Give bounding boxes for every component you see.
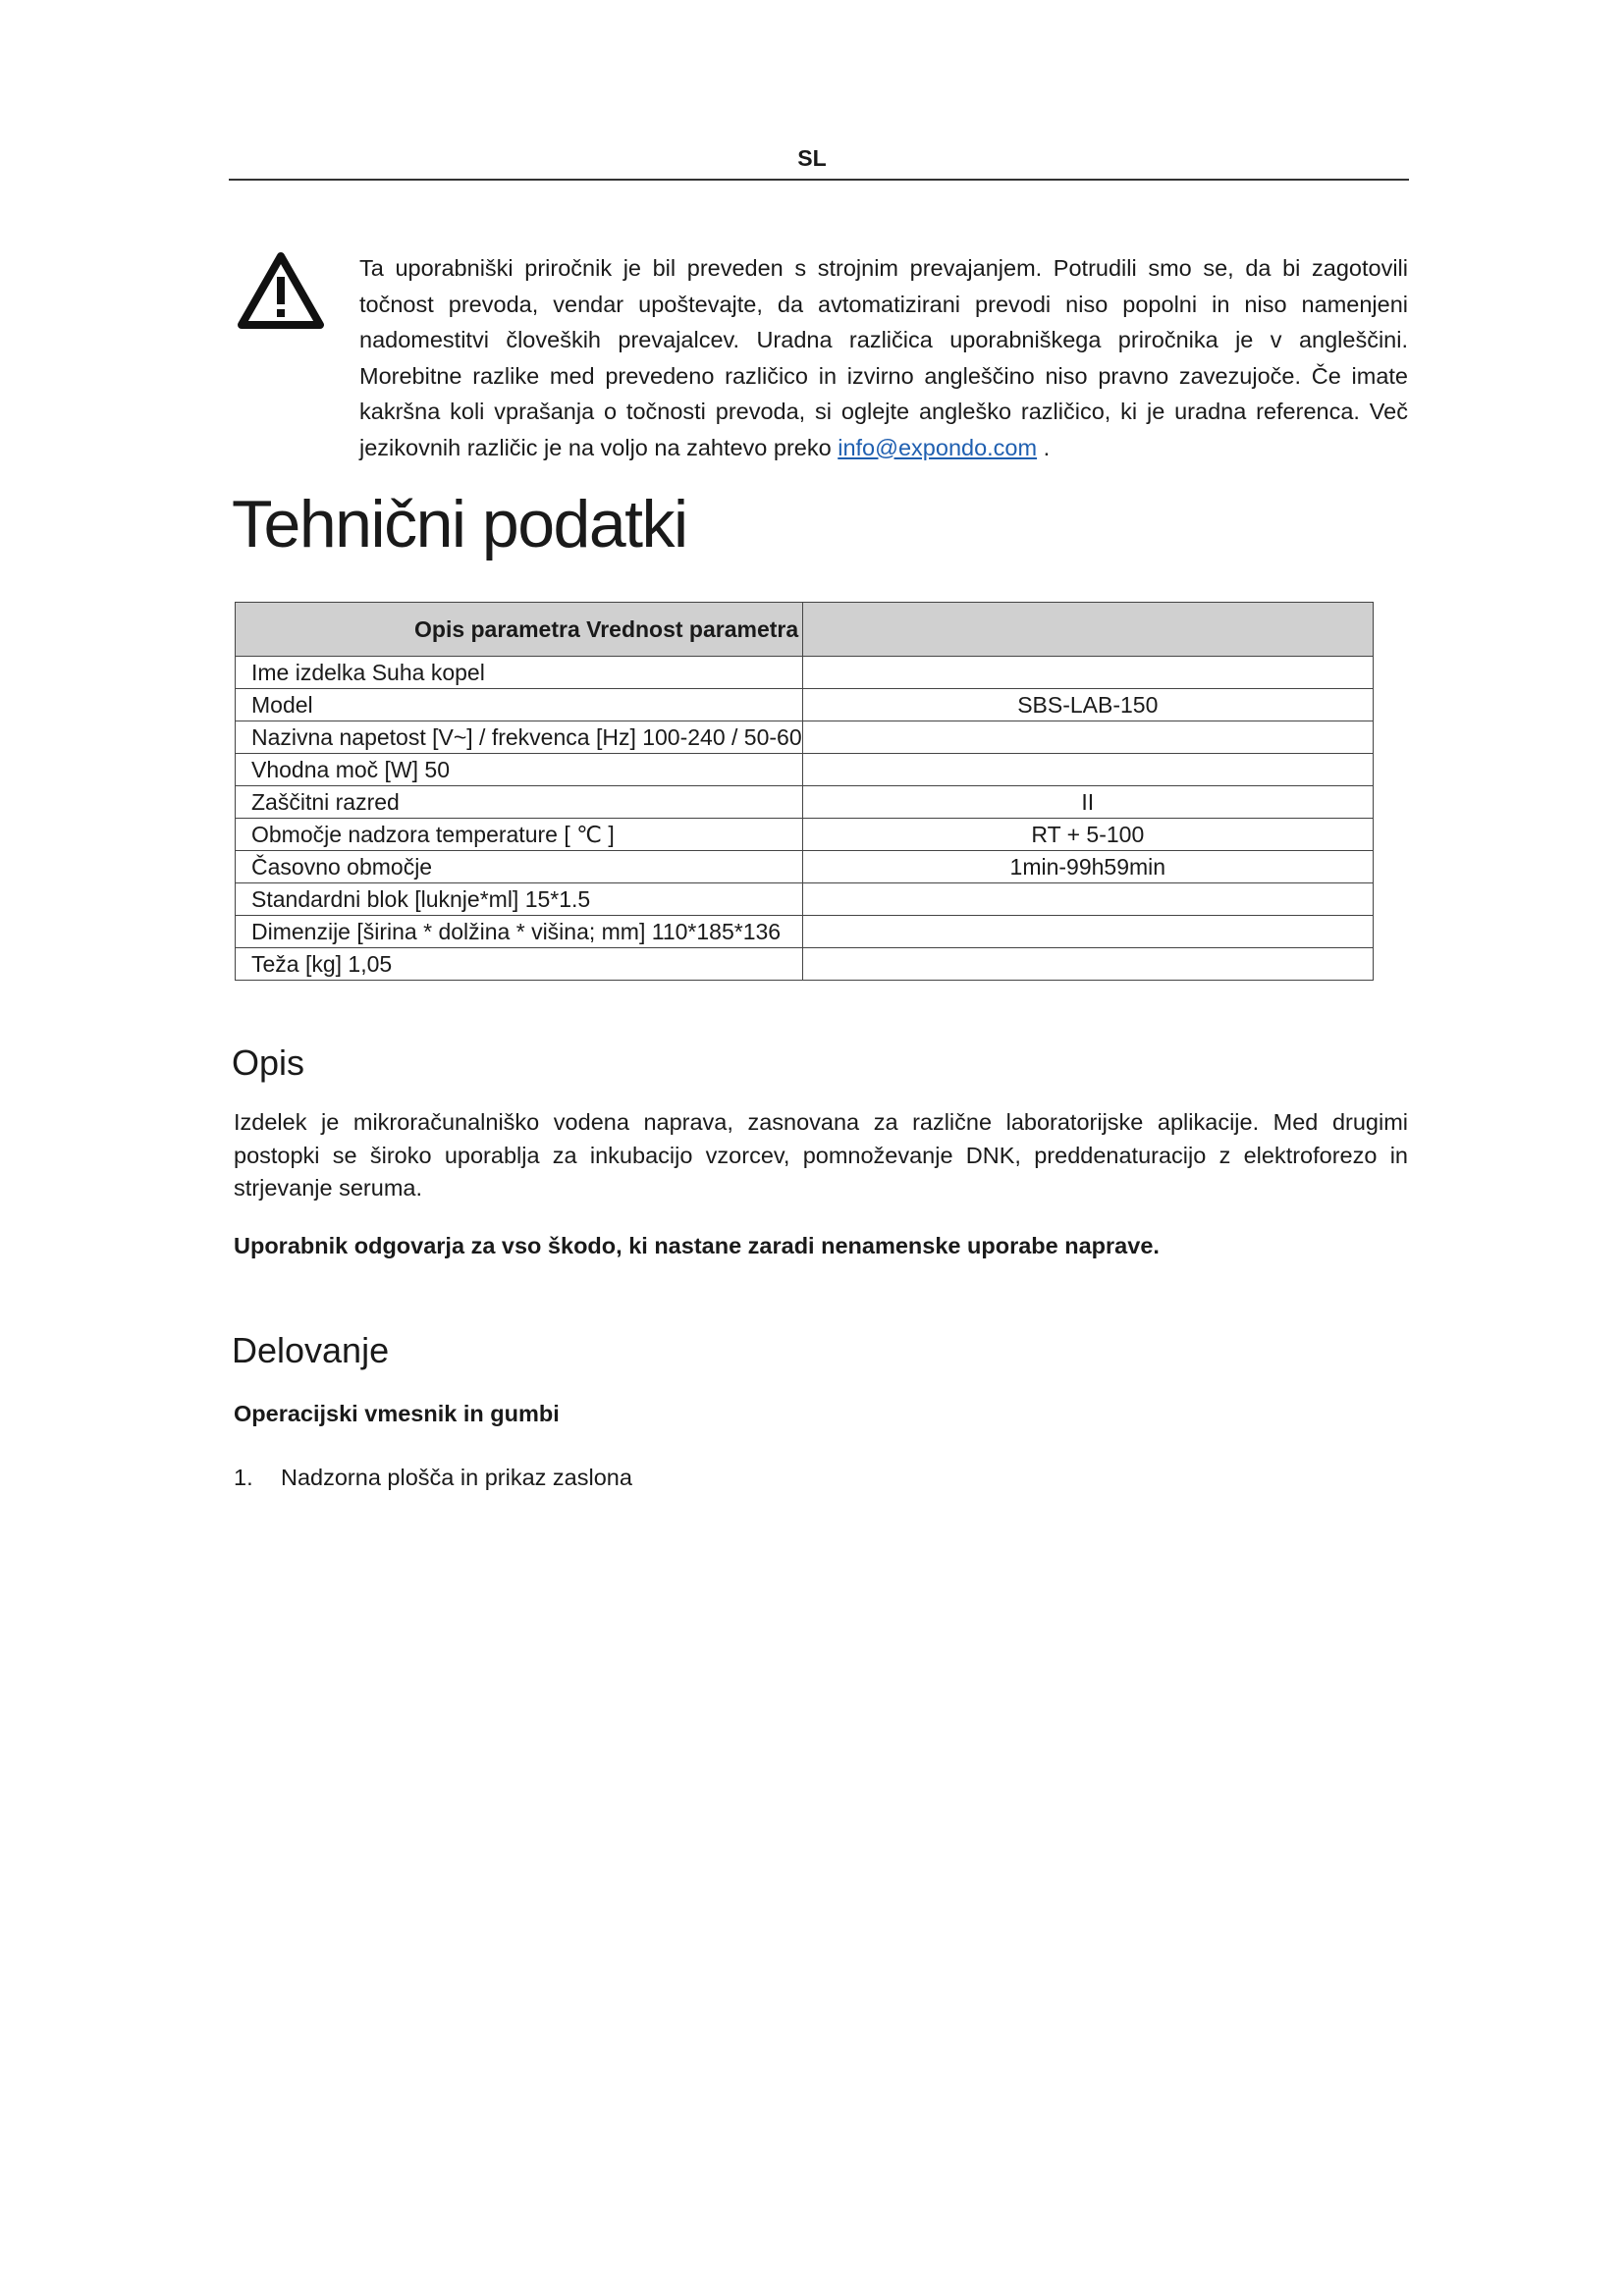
table-cell-parameter: Teža [kg] 1,05 [236,948,803,981]
disclaimer-tail: . [1037,434,1051,460]
table-row [236,916,1374,948]
email-link[interactable]: info@expondo.com [838,434,1038,460]
table-row [236,786,1374,819]
table-cell-parameter: Vhodna moč [W] 50 [236,754,803,786]
table-row [236,721,1374,754]
spec-table-header-cell-empty [802,603,1373,657]
list-item-number: 1. [234,1465,253,1490]
spec-table [235,602,1374,981]
warning-triangle-icon [238,251,324,330]
section-heading-opis: Opis [232,1042,305,1083]
misuse-warning: Uporabnik odgovarja za vso škodo, ki nastane zaradi nenamenske uporabe naprave. [234,1233,1160,1258]
table-row [236,883,1374,916]
table-cell-parameter: Nazivna napetost [V~] / frekvenca [Hz] 100-240 / 50-60 [236,721,803,754]
table-cell-value: 1min-99h59min [802,851,1373,883]
page-language-label: SL [797,145,827,171]
page-title: Tehnični podatki [232,487,687,561]
table-row [236,689,1374,721]
table-cell-parameter: Časovno območje [236,851,803,883]
table-row [236,948,1374,981]
header-divider [229,179,1409,181]
table-cell-value [802,754,1373,786]
spec-table-header-text: Opis parametra Vrednost parametra [414,616,799,642]
table-row [236,754,1374,786]
table-cell-value [802,916,1373,948]
table-cell-value [802,721,1373,754]
disclaimer-text: Ta uporabniški priročnik je bil preveden s strojnim prevajanjem. Potrudili smo se, da bi zagotovili točnost prevoda, vendar upoštevajte, da avtomatizirani prevodi niso popolni in niso namenjeni nadomestitvi človeških prevajalcev. Uradna različica uporabniškega priročnika je v angleščini. Morebitne razlike med prevedeno različico in izvirno angleščino niso pravno zavezujoče. Če imate kakršna koli vprašanja o točnosti prevoda, si oglejte angleško različico, ki je uradna referenca. Več jezikovnih različic je na voljo na zahtevo preko [359,255,1408,460]
subheading-interface: Operacijski vmesnik in gumbi [234,1401,560,1426]
table-cell-value: RT + 5-100 [802,819,1373,851]
table-row [236,657,1374,689]
table-cell-value [802,948,1373,981]
table-cell-parameter: Ime izdelka Suha kopel [236,657,803,689]
spec-table-header-row [236,603,1374,657]
list-item [234,1465,632,1491]
opis-paragraph: Izdelek je mikroračunalniško vodena naprava, zasnovana za različne laboratorijske aplikacije. Med drugimi postopki se široko uporablja za inkubacijo vzorcev, pomnoževanje DNK, preddenaturacijo z elektroforezo in strjevanje seruma. [234,1109,1408,1201]
translation-disclaimer [359,250,1408,465]
table-cell-parameter: Območje nadzora temperature [ ℃ ] [236,819,803,851]
table-row [236,819,1374,851]
table-row [236,851,1374,883]
spec-table-header-cell [236,603,803,657]
table-cell-parameter: Model [236,689,803,721]
table-cell-value: SBS-LAB-150 [802,689,1373,721]
table-cell-value: II [802,786,1373,819]
list-item-text: Nadzorna plošča in prikaz zaslona [281,1465,632,1490]
table-cell-parameter: Dimenzije [širina * dolžina * višina; mm] 110*185*136 [236,916,803,948]
table-cell-value [802,657,1373,689]
table-cell-value [802,883,1373,916]
table-cell-parameter: Zaščitni razred [236,786,803,819]
table-cell-parameter: Standardni blok [luknje*ml] 15*1.5 [236,883,803,916]
section-heading-delovanje: Delovanje [232,1330,390,1370]
